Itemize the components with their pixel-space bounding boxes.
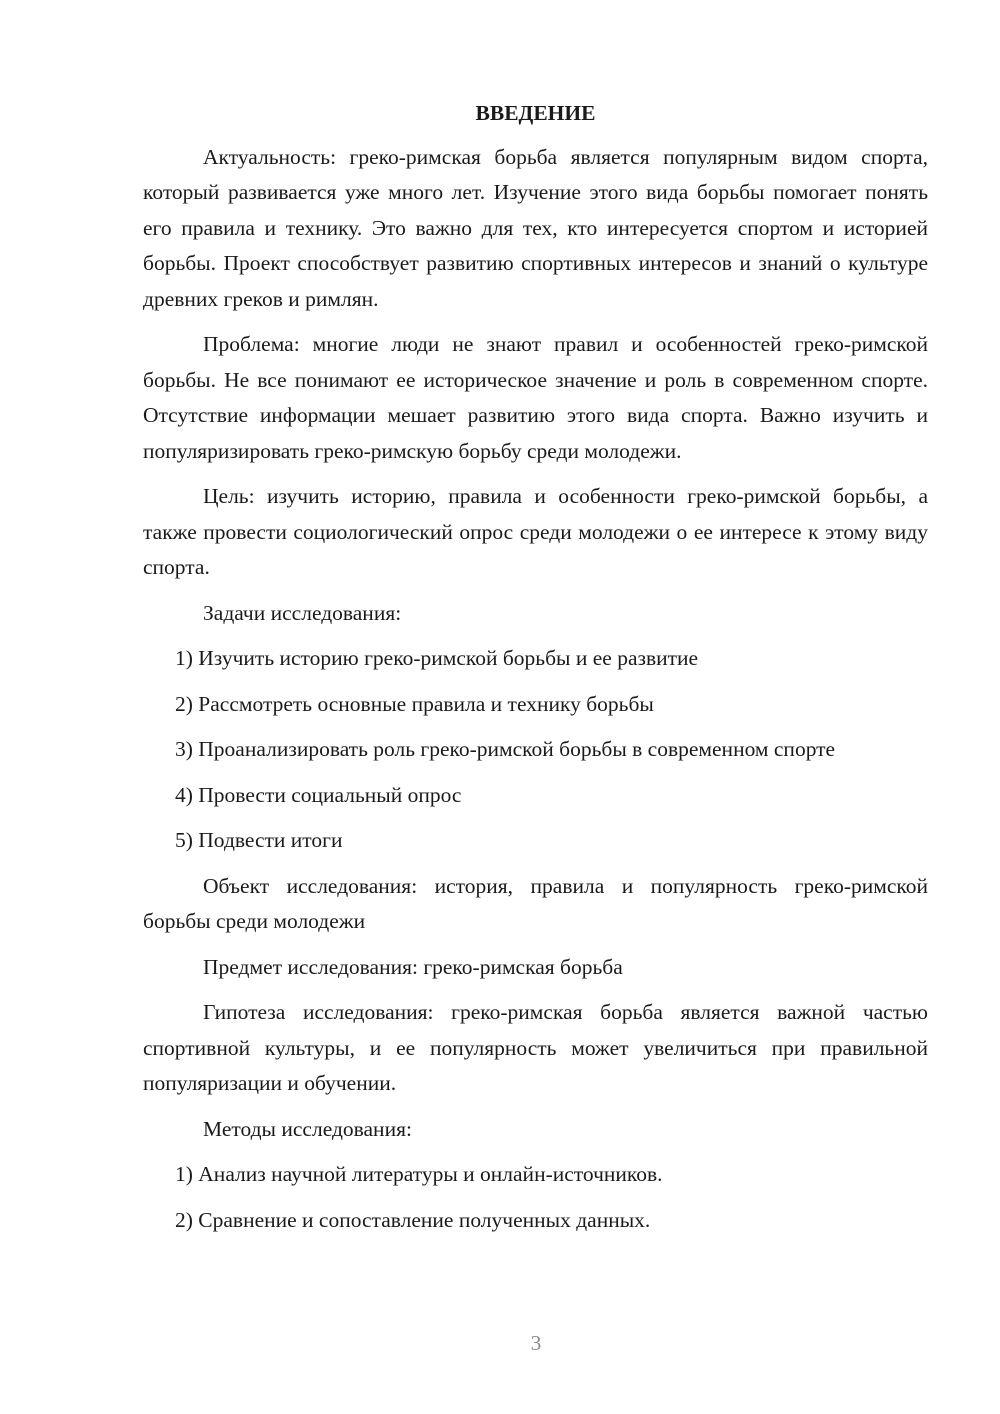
list-item: 1) Анализ научной литературы и онлайн-источников. bbox=[175, 1162, 663, 1186]
methods-list bbox=[143, 1157, 928, 1238]
list-item: 3) Проанализировать роль греко-римской борьбы в современном спорте bbox=[175, 737, 836, 761]
paragraph-hypothesis: Гипотеза исследования: греко-римская борьба является важной частью спортивной культуры, и ее популярность может увеличиться при правильной популяризации и обучении. bbox=[143, 1000, 928, 1095]
list-item: 4) Провести социальный опрос bbox=[175, 782, 462, 807]
paragraph-subject: Предмет исследования: греко-римская борьба bbox=[203, 954, 623, 979]
tasks-list bbox=[143, 641, 928, 859]
page-number: 3 bbox=[530, 1331, 542, 1355]
document-page bbox=[143, 96, 928, 1248]
methods-heading: Методы исследования: bbox=[203, 1116, 412, 1141]
paragraph-problem: Проблема: многие люди не знают правил и особенностей греко-римской борьбы. Не все понимают ее историческое значение и роль в современном спорте. Отсутствие информации мешает развитию этого вида спорта. Важно изучить и популяризировать греко-римскую борьбу среди молодежи. bbox=[143, 332, 928, 463]
list-item: 2) Рассмотреть основные правила и технику борьбы bbox=[175, 691, 654, 716]
paragraph-relevance: Актуальность: греко-римская борьба является популярным видом спорта, который развивается уже много лет. Изучение этого вида борьбы помогает понять его правила и технику. Это важно для тех, кто интересуется спортом и историей борьбы. Проект способствует развитию спортивных интересов и знаний о культуре древних греков и римлян. bbox=[143, 144, 928, 311]
list-item: 2) Сравнение и сопоставление полученных данных. bbox=[175, 1207, 651, 1232]
list-item: 1) Изучить историю греко-римской борьбы и ее развитие bbox=[175, 646, 699, 670]
paragraph-goal: Цель: изучить историю, правила и особенности греко-римской борьбы, а также провести социологический опрос среди молодежи о ее интересе к этому виду спорта. bbox=[143, 484, 928, 579]
list-item: 5) Подвести итоги bbox=[175, 828, 343, 852]
tasks-heading: Задачи исследования: bbox=[203, 600, 402, 625]
paragraph-object: Объект исследования: история, правила и популярность греко-римской борьбы среди молодежи bbox=[143, 873, 928, 933]
page-title: ВВЕДЕНИЕ bbox=[475, 101, 596, 125]
